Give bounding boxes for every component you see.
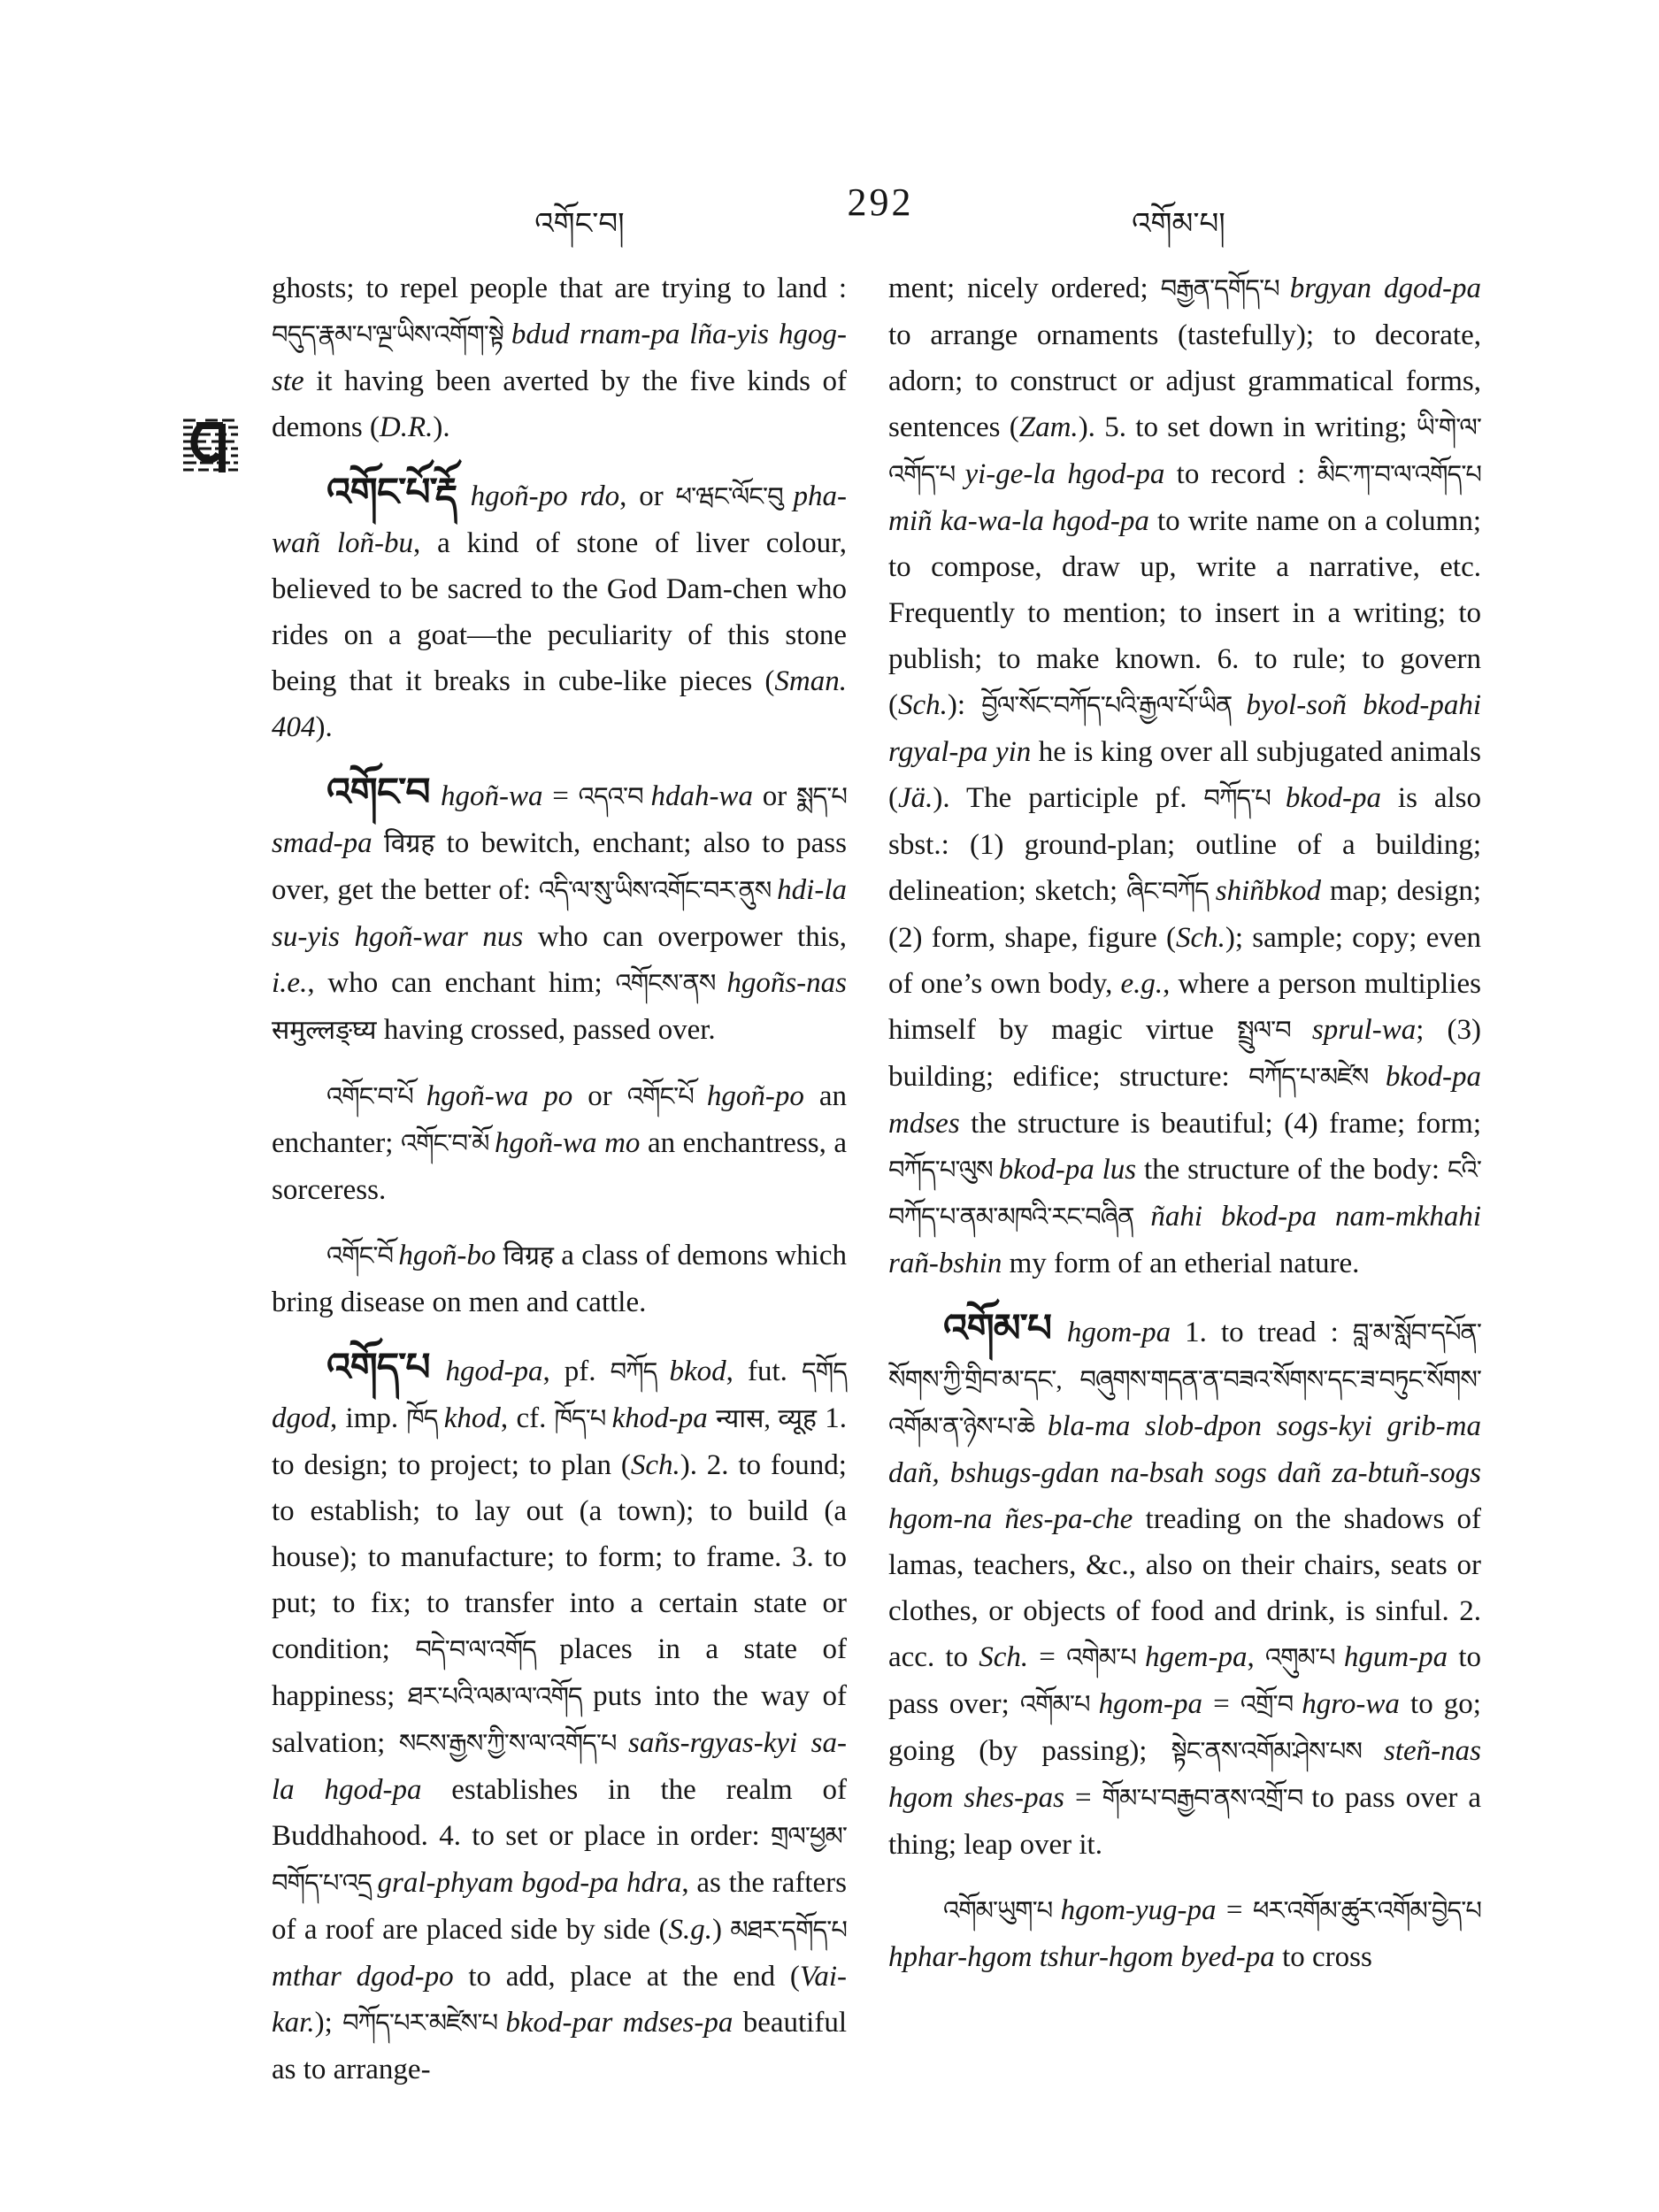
definition-text: ). 5. to set down in writing; xyxy=(1078,411,1417,443)
transliteration-text: brgyan dgod-pa xyxy=(1289,273,1481,304)
transliteration-text: Vai-kar. xyxy=(272,1961,847,2039)
tibetan-text: བཀོད་པར་མཛེས་པ xyxy=(342,2009,506,2038)
dictionary-paragraph xyxy=(272,770,847,1054)
tibetan-headword: འགོམ་པ xyxy=(943,1307,1067,1350)
transliteration-text: Sch. xyxy=(1175,922,1225,954)
tibetan-text: སངས་རྒྱས་ཀྱི་ས་ལ་འགོད་པ xyxy=(398,1730,628,1758)
tibetan-text: སྨད་པ xyxy=(795,783,847,811)
transliteration-text: hgoñs-nas xyxy=(726,967,847,999)
transliteration-text: pha-wañ loñ-bu xyxy=(272,480,847,559)
definition-text: , a kind of stone of liver colour, believed to be sacred to the God Dam-chen who rides on a goat—the peculiarity of this stone being that it breaks in cube-like pieces ( xyxy=(272,527,847,697)
transliteration-text: Jä. xyxy=(898,782,933,814)
definition-text: who can overpower this, xyxy=(523,921,847,953)
transliteration-text: Sman. 404 xyxy=(272,665,847,743)
transliteration-text: D.R. xyxy=(379,411,434,443)
transliteration-text: bla-ma slob-dpon sogs-kyi grib-ma dañ, bshugs-gdan na-bsah sogs dañ za-btuñ-sogs hgom-na ñes-pa-che xyxy=(888,1410,1481,1535)
sanskrit-text: न्यास, व्यूह xyxy=(716,1404,817,1433)
dictionary-paragraph xyxy=(272,265,847,450)
transliteration-text: hgoñ-bo xyxy=(398,1240,503,1271)
transliteration-text: hgoñ-wa xyxy=(441,780,543,812)
definition-text: to go; going (by passing); xyxy=(888,1688,1481,1767)
tibetan-text: འགོམ་པ xyxy=(1019,1691,1099,1719)
definition-text: an enchantress, a sorceress. xyxy=(272,1127,847,1206)
tibetan-text: ཐར་པའི་ལམ་ལ་འགོད xyxy=(407,1683,594,1711)
tibetan-text: ཕ་ཝང་ལོང་བུ xyxy=(675,483,794,511)
definition-text: , cf. xyxy=(500,1402,555,1434)
dictionary-paragraph xyxy=(888,265,1481,1286)
tibetan-text: མིང་ཀ་བ་ལ་འགོད་པ xyxy=(1317,461,1482,489)
sanskrit-text: समुल्लङ्घ्य xyxy=(272,1016,377,1045)
tibetan-text: ཁོད་པ xyxy=(554,1405,612,1433)
transliteration-text: hgom-pa xyxy=(1098,1688,1202,1720)
tibetan-headword: འགོང་པོ་རྡོ xyxy=(326,471,471,514)
tibetan-text: ཞིང་བཀོད xyxy=(1126,878,1216,906)
tibetan-text: འགོང་བ་པོ xyxy=(326,1083,426,1111)
dictionary-paragraph xyxy=(272,470,847,750)
definition-text: the structure of the body: xyxy=(1136,1154,1448,1186)
section-letter-icon xyxy=(182,416,239,476)
transliteration-text: hgom-yug-pa xyxy=(1060,1894,1217,1926)
tibetan-text: བཀོད xyxy=(610,1358,670,1386)
transliteration-text: hgoñ-po rdo xyxy=(470,480,620,512)
definition-text: 1. to design; to project; to plan ( xyxy=(272,1402,848,1481)
right-text-column xyxy=(888,265,1481,2000)
definition-text: ment; nicely ordered; xyxy=(888,273,1161,304)
transliteration-text: ñahi bkod-pa nam-mkhahi rañ-bshin xyxy=(888,1201,1481,1279)
definition-text: = xyxy=(1202,1688,1240,1720)
definition-text: = xyxy=(1028,1641,1067,1673)
transliteration-text: bkod-pa mdses xyxy=(888,1061,1481,1140)
definition-text: , or xyxy=(619,480,676,512)
definition-text: beautiful as to arrange- xyxy=(272,2007,847,2085)
definition-text: to write name on a column; to compose, draw up, write a narrative, etc. Frequently to mention; to insert in a writing; to publish; to make known. 6. to rule; to govern ( xyxy=(888,505,1481,721)
tibetan-text: གོམ་པ་བརྒྱབ་ནས་འགྲོ་བ xyxy=(1102,1785,1312,1813)
definition-text: , where a person multiplies himself by magic virtue xyxy=(888,968,1481,1046)
definition-text: ). 2. to found; to establish; to lay out (a town); to build (a house); to manufacture; to form; to frame. 3. to put; to fix; to transfer into a certain state or condition; xyxy=(272,1449,847,1665)
transliteration-text: bkod-pa xyxy=(1285,782,1381,814)
definition-text: , fut. xyxy=(726,1356,802,1387)
definition-text: ; (3) building; edifice; structure: xyxy=(888,1014,1481,1093)
definition-text: ): xyxy=(947,689,982,721)
definition-text: it having been averted by the five kinds of demons ( xyxy=(272,365,847,443)
transliteration-text: hgod-pa xyxy=(445,1356,543,1387)
tibetan-text: ཕར་འགོམ་ཚུར་འགོམ་བྱེད་པ xyxy=(1252,1897,1481,1925)
definition-text: to pass over; xyxy=(888,1641,1481,1720)
definition-text: he is king over all subjugated animals ( xyxy=(888,736,1481,814)
dictionary-paragraph xyxy=(888,1306,1481,1868)
transliteration-text: hgom-pa xyxy=(1066,1317,1171,1348)
definition-text: ghosts; to repel people that are trying to land : xyxy=(272,273,847,304)
transliteration-text: bkod-pa lus xyxy=(998,1154,1137,1186)
transliteration-text: hgro-wa xyxy=(1302,1688,1400,1720)
definition-text: having crossed, passed over. xyxy=(376,1014,716,1046)
definition-text: to record : xyxy=(1164,458,1317,490)
definition-text: to bewitch, enchant; also to pass over, get the better of: xyxy=(272,827,847,906)
tibetan-headword: འགོང་བ xyxy=(326,771,442,814)
tibetan-text: བརྒྱན་དགོད་པ xyxy=(1160,275,1290,303)
transliteration-text: dgod xyxy=(272,1402,330,1434)
transliteration-text: hdi-la su-yis hgoñ-war nus xyxy=(272,874,847,953)
definition-text: = xyxy=(1064,1782,1102,1814)
tibetan-text: འགོམ་ཡུག་པ xyxy=(943,1897,1061,1925)
transliteration-text: sañs-rgyas-kyi sa-la hgod-pa xyxy=(272,1727,847,1806)
tibetan-text: ཁོད xyxy=(406,1405,444,1433)
sanskrit-text: विग्रह xyxy=(503,1241,554,1271)
tibetan-headword: འགོད་པ xyxy=(326,1346,446,1389)
page-number: 292 xyxy=(847,180,914,224)
definition-text: to pass over a thing; leap over it. xyxy=(888,1782,1481,1861)
tibetan-text: བཀོད་པ་མཛེས xyxy=(1248,1064,1386,1092)
definition-text: to arrange ornaments (tastefully); to decorate, adorn; to construct or adjust grammatical forms, sentences ( xyxy=(888,319,1481,443)
transliteration-text: hgoñ-po xyxy=(706,1080,804,1112)
tibetan-text: བྱོལ་སོང་བཀོད་པའི་རྒྱལ་པོ་ཡིན xyxy=(981,692,1247,720)
definition-text: or xyxy=(572,1080,627,1112)
definition-text: places in a state of happiness; xyxy=(272,1633,848,1712)
tibetan-text: འགུམ་པ xyxy=(1264,1644,1344,1672)
definition-text: map; design; (2) form, shape, figure ( xyxy=(888,875,1482,954)
transliteration-text: hgoñ-wa po xyxy=(426,1080,573,1112)
tibetan-text: འགྲོ་བ xyxy=(1240,1691,1302,1719)
transliteration-text: shiñbkod xyxy=(1215,875,1321,907)
tibetan-text: བླ་མ་སློབ་དཔོན་སོགས་ཀྱི་གྲིབ་མ་དང་, བཞུགས་གདན་ན་བཟའ་སོགས་དང་ཟ་བཏུང་སོགས་འགོམ་ན་ཉེས་པ་ཆེ xyxy=(888,1319,1481,1441)
left-text-column xyxy=(272,265,847,2112)
transliteration-text: khod xyxy=(443,1402,501,1434)
transliteration-text: hgum-pa xyxy=(1343,1641,1448,1673)
transliteration-text: Sch. xyxy=(630,1449,680,1481)
tibetan-text: སྟེང་ནས་འགོམ་ཤེས་པས xyxy=(1171,1738,1384,1766)
transliteration-text: Sch. xyxy=(898,689,948,721)
definition-text: to cross xyxy=(1274,1941,1372,1973)
transliteration-text: khod-pa xyxy=(611,1402,717,1434)
tibetan-text: འགོང་བོ xyxy=(326,1242,399,1271)
tibetan-text: འགོང་བ་མོ xyxy=(400,1130,495,1158)
transliteration-text: Sch. xyxy=(979,1641,1029,1673)
transliteration-text: bkod xyxy=(669,1356,726,1387)
dictionary-paragraph xyxy=(272,1073,847,1213)
definition-text: my form of an etherial nature. xyxy=(1002,1248,1360,1279)
definition-text: = xyxy=(542,780,579,812)
definition-text: puts into the way of salvation; xyxy=(272,1680,847,1759)
transliteration-text: hgoñ-wa mo xyxy=(495,1127,641,1159)
definition-text: 1. to tread : xyxy=(1171,1317,1353,1348)
tibetan-text: འགོང་པོ xyxy=(626,1083,707,1111)
tibetan-text: བདེ་བ་ལ་འགོད xyxy=(415,1636,560,1664)
transliteration-text: hphar-hgom tshur-hgom byed-pa xyxy=(888,1941,1275,1973)
transliteration-text: bkod-par mdses-pa xyxy=(505,2007,733,2039)
dictionary-paragraph xyxy=(272,1233,847,1325)
definition-text: is also sbst.: (1) ground-plan; outline of a building; delineation; sketch; xyxy=(888,782,1481,907)
definition-text: to add, place at the end ( xyxy=(453,1961,800,1993)
margin-section-mark xyxy=(182,416,239,476)
running-head-left-keyword: འགོང་བ། xyxy=(534,208,625,241)
tibetan-text: བཀོད་པ་ལུས xyxy=(888,1156,999,1185)
transliteration-text: mthar dgod-po xyxy=(272,1961,454,1993)
transliteration-text: hgem-pa xyxy=(1145,1641,1248,1673)
definition-text: = xyxy=(1216,1894,1253,1926)
tibetan-text: འདི་ལ་སུ་ཡིས་འགོང་བར་ནུས xyxy=(538,877,778,905)
tibetan-text: འདའ་བ xyxy=(578,783,651,811)
dictionary-paragraph xyxy=(888,1887,1481,1980)
tibetan-text: བཀོད་པ xyxy=(1203,785,1286,813)
transliteration-text: hdah-wa xyxy=(650,780,753,812)
definition-text: , imp. xyxy=(330,1402,407,1434)
tibetan-text: འགོངས་ནས xyxy=(615,970,727,998)
definition-text: a class of demons which bring disease on men and cattle. xyxy=(272,1240,847,1318)
definition-text: , as the rafters of a roof are placed side by side ( xyxy=(272,1867,847,1946)
running-head-right-keyword: འགོམ་པ། xyxy=(1132,208,1225,241)
definition-text: , who can enchant him; xyxy=(307,967,616,999)
definition-text: ); sample; copy; even of one’s own body, xyxy=(888,922,1481,1000)
definition-text: establishes in the realm of Buddhahood. 4. to set or place in order: xyxy=(272,1774,847,1852)
definition-text: ). xyxy=(315,711,333,743)
tibetan-text: དགོད xyxy=(801,1358,847,1386)
tibetan-text: ངའི་བཀོད་པ་ནམ་མཁའི་རང་བཞིན xyxy=(888,1156,1481,1232)
transliteration-text: S.g. xyxy=(668,1914,712,1946)
transliteration-text: bdud rnam-pa lña-yis hgog-ste xyxy=(272,319,848,397)
definition-text: ); xyxy=(314,2007,343,2039)
tibetan-text: མཐར་དགོད་པ xyxy=(730,1916,847,1945)
transliteration-text: smad-pa xyxy=(272,827,384,859)
definition-text: treading on the shadows of lamas, teachers, &c., also on their chairs, seats or clothes, or objects of food and drink, is sinful. 2. acc. to xyxy=(888,1503,1481,1673)
transliteration-text: miñ ka-wa-la hgod-pa xyxy=(888,505,1149,537)
definition-text: , pf. xyxy=(542,1356,611,1387)
tibetan-text: གྲལ་ཕྱམ་བགོད་པ་འདྲ xyxy=(272,1823,847,1898)
transliteration-text: sprul-wa xyxy=(1311,1014,1417,1046)
tibetan-text: ཡི་གེ་ལ་འགོད་པ xyxy=(888,414,1481,489)
definition-text: ). The participle pf. xyxy=(933,782,1204,814)
definition-text: ). xyxy=(433,411,450,443)
sanskrit-text: विग्रह xyxy=(383,829,435,858)
definition-text: ) xyxy=(711,1914,731,1946)
definition-text: an enchanter; xyxy=(272,1080,847,1159)
transliteration-text: steñ-nas hgom shes-pas xyxy=(888,1735,1481,1814)
transliteration-text: e.g. xyxy=(1120,968,1164,1000)
definition-text: the structure is beautiful; (4) frame; form; xyxy=(959,1108,1481,1140)
transliteration-text: i.e. xyxy=(272,967,308,999)
definition-text: , xyxy=(1247,1641,1265,1673)
transliteration-text: Zam. xyxy=(1018,411,1079,443)
transliteration-text: byol-soñ bkod-pahi rgyal-pa yin xyxy=(888,689,1481,768)
dictionary-paragraph xyxy=(272,1345,847,2093)
definition-text: or xyxy=(752,780,796,812)
tibetan-text: འགེམ་པ xyxy=(1066,1644,1145,1672)
tibetan-text: སྤྲུལ་བ xyxy=(1237,1017,1312,1045)
tibetan-text: བདུད་རྣམ་པ་ལྔ་ཡིས་འགོག་སྟེ xyxy=(272,321,511,349)
transliteration-text: gral-phyam bgod-pa hdra xyxy=(377,1867,682,1899)
transliteration-text: yi-ge-la hgod-pa xyxy=(964,458,1165,490)
